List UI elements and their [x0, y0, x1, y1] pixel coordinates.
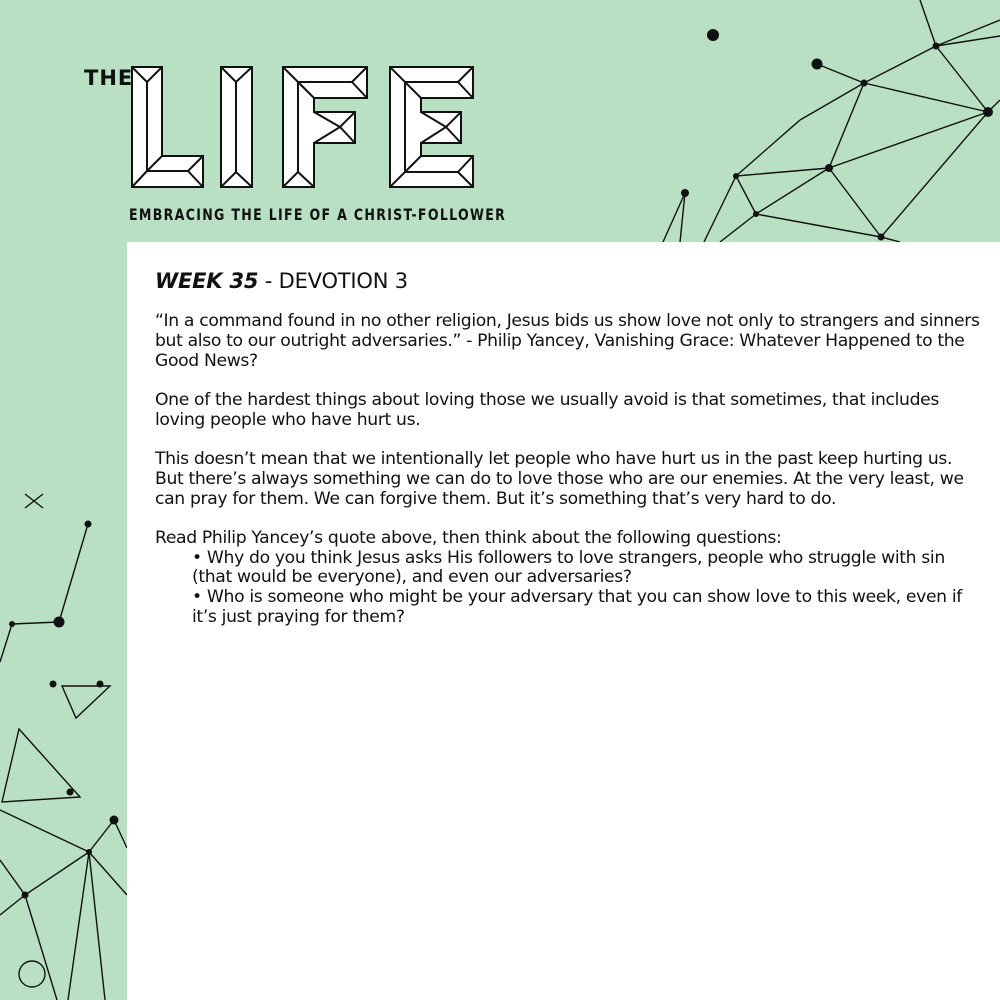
week-label: WEEK 35	[155, 269, 259, 293]
logo-the-label: THE	[84, 66, 134, 90]
body-paragraph-2: This doesn’t mean that we intentionally let people who have hurt us in the past keep hurting us. But there’s always something we can do to love those who are our enemies. At the very least, we can pray for them. We can forgive them. But it’s something that’s very hard to do.	[155, 448, 964, 509]
devotion-content	[155, 268, 985, 628]
question-item: • Why do you think Jesus asks His followers to love strangers, people who struggle with sin (that would be everyone), and even our adversaries?	[192, 547, 945, 588]
devotion-label: DEVOTION 3	[278, 269, 408, 293]
questions-list	[155, 549, 985, 628]
question-item: • Who is someone who might be your adversary that you can show love to this week, even if it’s just praying for them?	[192, 587, 962, 628]
logo-tagline: EMBRACING THE LIFE OF A CHRIST-FOLLOWER	[129, 206, 507, 225]
body-paragraph-1: One of the hardest things about loving those we usually avoid is that sometimes, that includes loving people who have hurt us.	[155, 389, 939, 430]
devotion-heading	[155, 268, 985, 294]
quote-paragraph: “In a command found in no other religion, Jesus bids us show love not only to strangers and sinners but also to our outright adversaries.” - Philip Yancey, Vanishing Grace: Whatever Happened to the Good News?	[155, 311, 980, 371]
heading-separator: -	[258, 269, 279, 293]
questions-intro: Read Philip Yancey’s quote above, then think about the following questions:	[155, 527, 782, 548]
